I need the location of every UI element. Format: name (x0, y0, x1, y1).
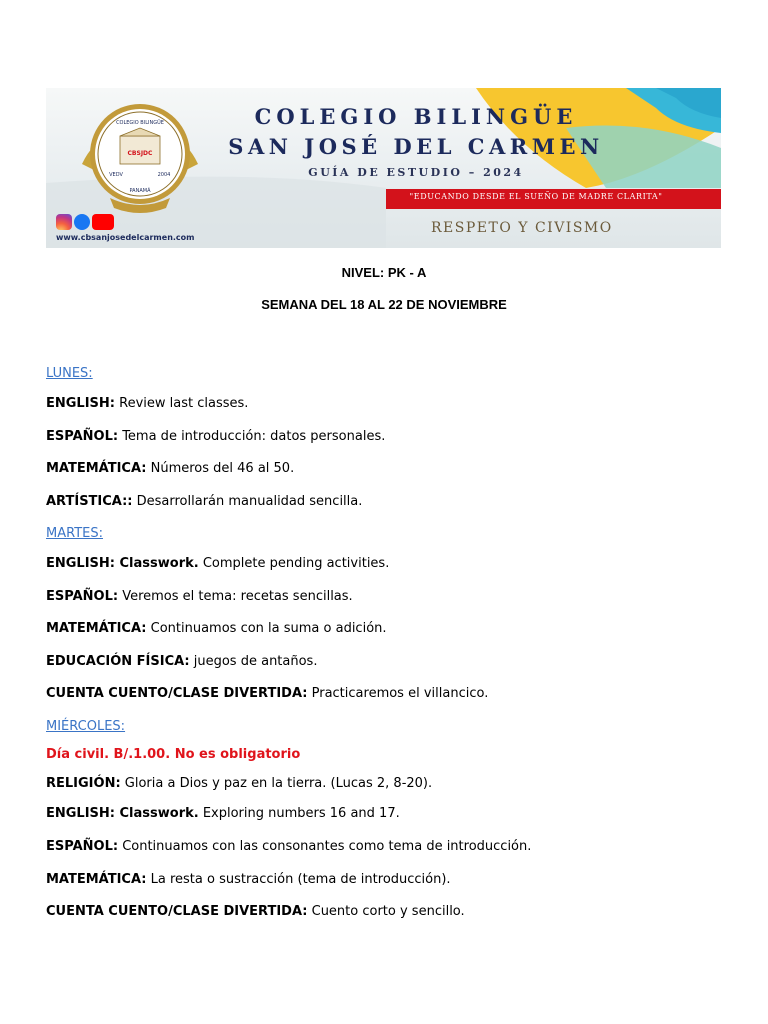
list-item (46, 494, 362, 509)
day-heading-wednesday: MIÉRCOLES: (46, 719, 126, 734)
subject-label: CUENTA CUENTO/CLASE DIVERTIDA: (46, 904, 308, 919)
school-motto: "EDUCANDO DESDE EL SUEÑO DE MADRE CLARITA" (409, 192, 663, 201)
seal-right-text: 2004 (157, 172, 171, 178)
subject-label: RELIGIÓN: (46, 776, 121, 791)
subject-text: La resta o sustracción (tema de introducción). (146, 872, 451, 887)
header-banner (46, 88, 721, 248)
list-item (46, 776, 432, 791)
subject-text: Exploring numbers 16 and 17. (198, 806, 400, 821)
subject-text: Tema de introducción: datos personales. (118, 429, 386, 444)
subject-label: CUENTA CUENTO/CLASE DIVERTIDA: (46, 686, 308, 701)
day-heading-monday: LUNES: (46, 366, 93, 381)
seal-center-text: CBSJDC (127, 150, 153, 157)
subject-label: MATEMÁTICA: (46, 461, 147, 476)
subject-text: Cuento corto y sencillo. (307, 904, 465, 919)
seal-top-text: COLEGIO BILINGÜE (116, 120, 164, 126)
social-icons (56, 214, 114, 230)
study-guide-label: GUÍA DE ESTUDIO – 2024 (308, 166, 524, 179)
subject-label: ENGLISH: Classwork. (46, 556, 199, 571)
subject-label: ARTÍSTICA:: (46, 494, 133, 509)
subject-label: ENGLISH: Classwork. (46, 806, 199, 821)
subject-label: MATEMÁTICA: (46, 872, 147, 887)
list-item (46, 686, 488, 701)
list-item (46, 429, 385, 444)
subject-text: Continuamos con la suma o adición. (146, 621, 387, 636)
subject-label: ENGLISH: (46, 396, 115, 411)
subject-text: juegos de antaños. (189, 654, 318, 669)
list-item (46, 872, 451, 887)
list-item (46, 556, 389, 571)
subject-text: Veremos el tema: recetas sencillas. (118, 589, 353, 604)
subject-text: Gloria a Dios y paz en la tierra. (Lucas 2, 8-20). (120, 776, 433, 791)
subject-label: ESPAÑOL: (46, 589, 119, 604)
school-name-line1: COLEGIO BILINGÜE (254, 104, 578, 129)
values-label: RESPETO Y CIVISMO (431, 220, 613, 236)
subject-label: EDUCACIÓN FÍSICA: (46, 654, 190, 669)
day-heading-tuesday: MARTES: (46, 526, 103, 541)
list-item (46, 839, 531, 854)
list-item (46, 654, 317, 669)
subject-text: Números del 46 al 50. (146, 461, 295, 476)
school-seal-logo (76, 94, 204, 222)
seal-left-text: VEDV (109, 172, 123, 178)
subject-label: ESPAÑOL: (46, 429, 119, 444)
subject-label: MATEMÁTICA: (46, 621, 147, 636)
website-link[interactable]: www.cbsanjosedelcarmen.com (56, 233, 195, 242)
subject-text: Complete pending activities. (198, 556, 390, 571)
subject-text: Review last classes. (115, 396, 249, 411)
list-item (46, 904, 465, 919)
list-item (46, 589, 353, 604)
subject-text: Continuamos con las consonantes como tema de introducción. (118, 839, 532, 854)
seal-bottom-text: PANAMÁ (129, 188, 151, 194)
youtube-icon[interactable] (92, 214, 114, 230)
subject-label: ESPAÑOL: (46, 839, 119, 854)
civic-day-note: Día civil. B/.1.00. No es obligatorio (46, 747, 301, 762)
list-item (46, 396, 248, 411)
list-item (46, 806, 400, 821)
subject-text: Desarrollarán manualidad sencilla. (132, 494, 363, 509)
facebook-icon[interactable] (74, 214, 90, 230)
list-item (46, 621, 387, 636)
week-heading: SEMANA DEL 18 AL 22 DE NOVIEMBRE (261, 297, 507, 312)
subject-text: Practicaremos el villancico. (307, 686, 489, 701)
instagram-icon[interactable] (56, 214, 72, 230)
level-heading: NIVEL: PK - A (341, 265, 427, 280)
list-item (46, 461, 294, 476)
school-name-line2: SAN JOSÉ DEL CARMEN (228, 134, 604, 159)
